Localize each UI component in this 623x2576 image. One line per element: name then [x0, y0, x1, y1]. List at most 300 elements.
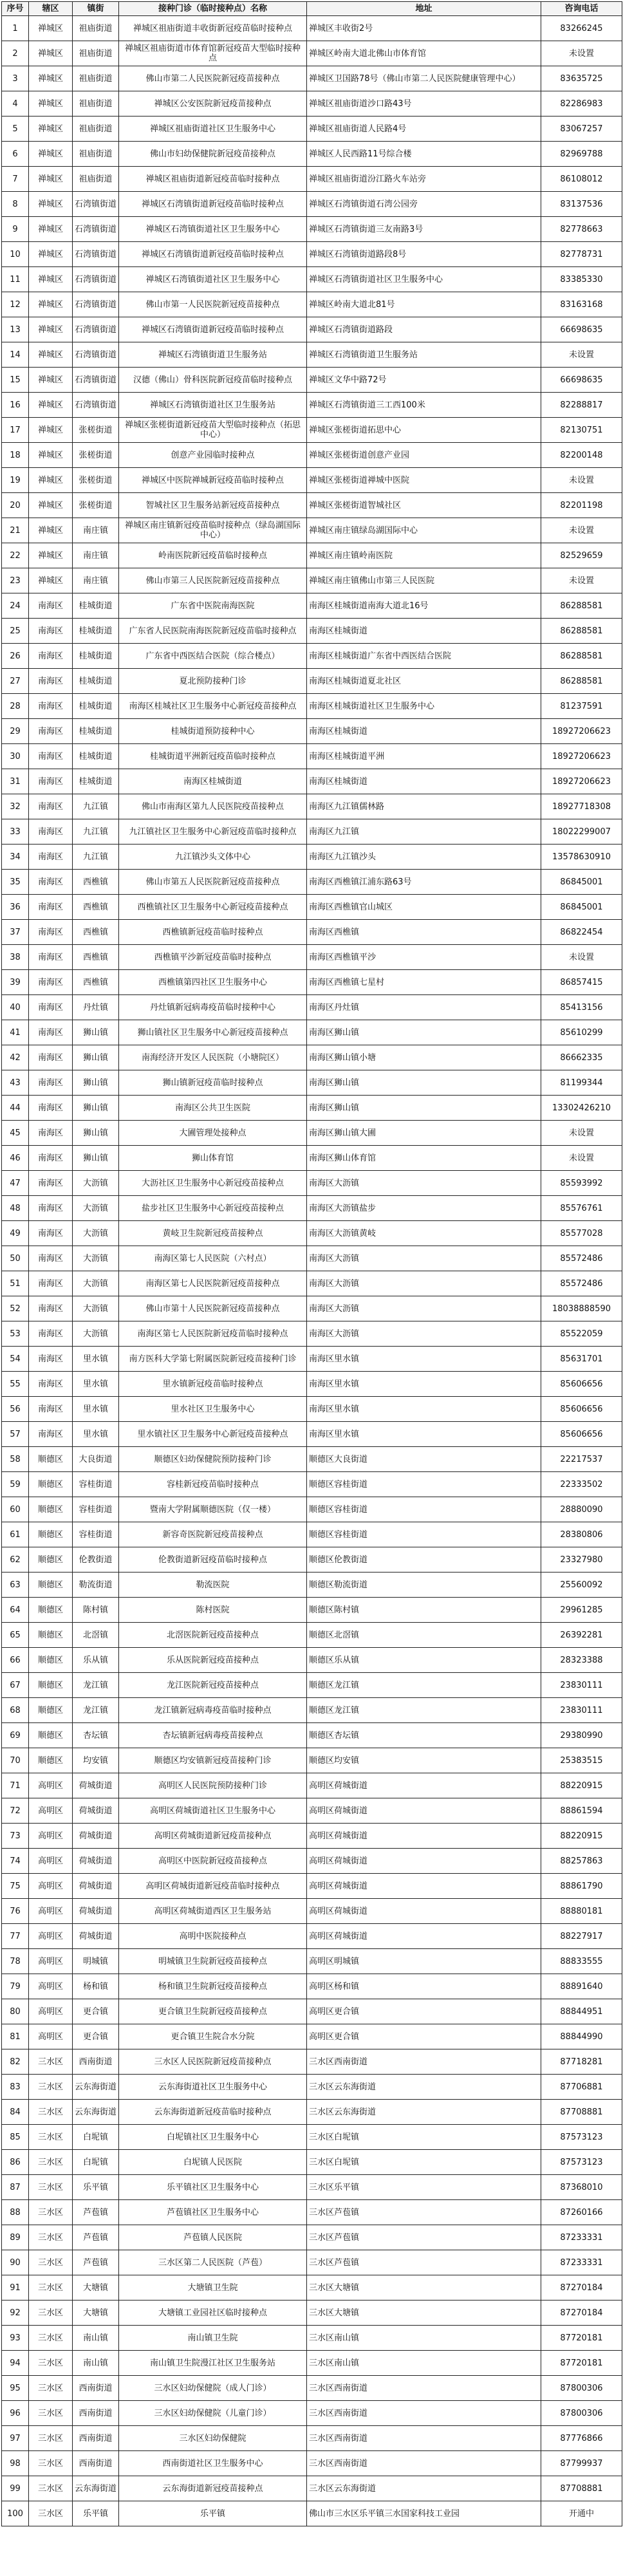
table-row [2, 292, 622, 317]
cell-district: 南海区 [29, 1221, 73, 1246]
vaccination-sites-table [1, 1, 622, 2526]
table-row [2, 2125, 622, 2150]
cell-address: 南海区大沥镇盐步 [307, 1196, 541, 1221]
cell-street: 狮山镇 [73, 1146, 119, 1171]
table-row [2, 2049, 622, 2075]
cell-address: 三水区云东海街道 [307, 2100, 541, 2125]
cell-address: 禅城区南庄镇佛山市第三人民医院 [307, 568, 541, 593]
table-row [2, 669, 622, 694]
cell-address: 顺德区乐从镇 [307, 1648, 541, 1673]
cell-district: 南海区 [29, 669, 73, 694]
table-header [2, 2, 622, 16]
cell-no: 67 [2, 1673, 29, 1698]
cell-street: 明城镇 [73, 1949, 119, 1974]
cell-street: 大塘镇 [73, 2275, 119, 2301]
cell-street: 西南街道 [73, 2049, 119, 2075]
cell-district: 禅城区 [29, 317, 73, 342]
cell-district: 高明区 [29, 2024, 73, 2049]
cell-phone: 87720181 [541, 2326, 622, 2351]
cell-phone: 87708881 [541, 2476, 622, 2501]
cell-street: 荷城街道 [73, 1798, 119, 1824]
cell-address: 高明区荷城街道 [307, 1874, 541, 1899]
cell-phone: 未设置 [541, 1121, 622, 1146]
cell-street: 荷城街道 [73, 1899, 119, 1924]
cell-street: 九江镇 [73, 794, 119, 819]
cell-district: 高明区 [29, 1924, 73, 1949]
cell-street: 桂城街道 [73, 644, 119, 669]
cell-phone: 87573123 [541, 2150, 622, 2175]
cell-site-name: 禅城区中医院禅城新冠疫苗临时接种点 [119, 468, 307, 493]
cell-district: 顺德区 [29, 1522, 73, 1547]
cell-no: 41 [2, 1020, 29, 1045]
cell-site-name: 勒流医院 [119, 1573, 307, 1598]
cell-street: 白坭镇 [73, 2150, 119, 2175]
cell-site-name: 夏北预防接种门诊 [119, 669, 307, 694]
cell-address: 顺德区均安镇 [307, 1748, 541, 1773]
cell-no: 87 [2, 2175, 29, 2200]
cell-street: 大沥镇 [73, 1171, 119, 1196]
cell-no: 22 [2, 543, 29, 568]
cell-phone: 13578630910 [541, 845, 622, 870]
cell-street: 乐从镇 [73, 1648, 119, 1673]
cell-address: 禅城区石湾镇街道石湾公园旁 [307, 192, 541, 217]
cell-no: 21 [2, 518, 29, 543]
cell-street: 张槎街道 [73, 468, 119, 493]
table-row [2, 1924, 622, 1949]
cell-site-name: 明城镇卫生院新冠疫苗接种点 [119, 1949, 307, 1974]
cell-phone: 未设置 [541, 945, 622, 970]
table-row [2, 945, 622, 970]
cell-address: 南海区里水镇 [307, 1397, 541, 1422]
cell-site-name: 广东省人民医院南海医院新冠疫苗临时接种点 [119, 619, 307, 644]
table-row [2, 518, 622, 543]
cell-district: 南海区 [29, 870, 73, 895]
cell-phone: 88844990 [541, 2024, 622, 2049]
table-row [2, 1020, 622, 1045]
cell-phone: 82778663 [541, 217, 622, 242]
table-row [2, 970, 622, 995]
cell-address: 顺德区勒流街道 [307, 1573, 541, 1598]
table-row [2, 694, 622, 719]
cell-phone: 未设置 [541, 1146, 622, 1171]
cell-district: 禅城区 [29, 368, 73, 393]
cell-no: 42 [2, 1045, 29, 1070]
cell-district: 禅城区 [29, 142, 73, 167]
table-row [2, 418, 622, 443]
cell-site-name: 乐从医院新冠疫苗接种点 [119, 1648, 307, 1673]
cell-phone: 85606656 [541, 1372, 622, 1397]
cell-address: 南海区桂城街道广东省中西医结合医院 [307, 644, 541, 669]
cell-street: 九江镇 [73, 845, 119, 870]
cell-no: 11 [2, 267, 29, 292]
cell-phone: 82529659 [541, 543, 622, 568]
cell-district: 三水区 [29, 2451, 73, 2476]
cell-phone: 87776866 [541, 2426, 622, 2451]
table-row [2, 1497, 622, 1522]
cell-no: 7 [2, 167, 29, 192]
cell-street: 桂城街道 [73, 719, 119, 744]
cell-address: 南海区狮山镇 [307, 1096, 541, 1121]
cell-district: 禅城区 [29, 468, 73, 493]
cell-site-name: 伦教街道新冠疫苗临时接种点 [119, 1547, 307, 1573]
table-row [2, 167, 622, 192]
cell-street: 陈村镇 [73, 1598, 119, 1623]
cell-site-name: 禅城区石湾镇街道社区卫生服务站 [119, 393, 307, 418]
table-row [2, 2075, 622, 2100]
cell-district: 高明区 [29, 1899, 73, 1924]
table-row [2, 2024, 622, 2049]
header-site-name: 接种门诊（临时接种点）名称 [119, 2, 307, 16]
cell-street: 荷城街道 [73, 1849, 119, 1874]
cell-street: 狮山镇 [73, 1020, 119, 1045]
cell-street: 大沥镇 [73, 1321, 119, 1347]
cell-district: 三水区 [29, 2075, 73, 2100]
cell-phone: 85572486 [541, 1246, 622, 1271]
cell-district: 南海区 [29, 845, 73, 870]
cell-site-name: 盐步社区卫生服务中心新冠疫苗接种点 [119, 1196, 307, 1221]
table-row [2, 2326, 622, 2351]
cell-site-name: 云东海街道新冠疫苗临时接种点 [119, 2100, 307, 2125]
cell-no: 100 [2, 2501, 29, 2526]
cell-phone: 82201198 [541, 493, 622, 518]
cell-phone: 26392281 [541, 1623, 622, 1648]
cell-phone: 86288581 [541, 593, 622, 619]
cell-address: 南海区桂城街道夏北社区 [307, 669, 541, 694]
table-row [2, 1648, 622, 1673]
cell-district: 三水区 [29, 2476, 73, 2501]
cell-address: 禅城区张槎街道智城社区 [307, 493, 541, 518]
table-row [2, 744, 622, 769]
cell-address: 顺德区伦教街道 [307, 1547, 541, 1573]
cell-site-name: 狮山镇社区卫生服务中心新冠疫苗接种点 [119, 1020, 307, 1045]
cell-phone: 82969788 [541, 142, 622, 167]
cell-street: 石湾镇街道 [73, 292, 119, 317]
cell-street: 大沥镇 [73, 1246, 119, 1271]
cell-site-name: 汉德（佛山）骨科医院新冠疫苗临时接种点 [119, 368, 307, 393]
cell-street: 桂城街道 [73, 669, 119, 694]
cell-street: 云东海街道 [73, 2100, 119, 2125]
cell-address: 三水区芦苞镇 [307, 2225, 541, 2250]
table-row [2, 267, 622, 292]
table-row [2, 2100, 622, 2125]
cell-site-name: 西樵镇第四社区卫生服务中心 [119, 970, 307, 995]
table-row [2, 794, 622, 819]
cell-phone: 85577028 [541, 1221, 622, 1246]
cell-phone: 81199344 [541, 1070, 622, 1096]
cell-no: 12 [2, 292, 29, 317]
cell-site-name: 云东海街道新冠疫苗接种点 [119, 2476, 307, 2501]
cell-district: 禅城区 [29, 493, 73, 518]
cell-address: 禅城区石湾镇街道卫生服务站 [307, 342, 541, 368]
cell-district: 南海区 [29, 593, 73, 619]
cell-phone: 未设置 [541, 41, 622, 66]
table-row [2, 895, 622, 920]
cell-street: 石湾镇街道 [73, 192, 119, 217]
cell-address: 顺德区大良街道 [307, 1447, 541, 1472]
cell-phone: 85522059 [541, 1321, 622, 1347]
cell-district: 南海区 [29, 995, 73, 1020]
cell-address: 南海区狮山镇 [307, 1070, 541, 1096]
cell-no: 94 [2, 2351, 29, 2376]
cell-street: 祖庙街道 [73, 16, 119, 41]
cell-phone: 83266245 [541, 16, 622, 41]
cell-no: 91 [2, 2275, 29, 2301]
cell-street: 里水镇 [73, 1397, 119, 1422]
cell-district: 三水区 [29, 2301, 73, 2326]
cell-phone: 未设置 [541, 468, 622, 493]
table-row [2, 1146, 622, 1171]
cell-site-name: 云东海街道社区卫生服务中心 [119, 2075, 307, 2100]
cell-street: 桂城街道 [73, 769, 119, 794]
cell-address: 三水区南山镇 [307, 2326, 541, 2351]
cell-street: 张槎街道 [73, 443, 119, 468]
cell-no: 75 [2, 1874, 29, 1899]
cell-site-name: 西南街道社区卫生服务中心 [119, 2451, 307, 2476]
cell-no: 2 [2, 41, 29, 66]
cell-street: 里水镇 [73, 1372, 119, 1397]
cell-district: 高明区 [29, 1773, 73, 1798]
cell-district: 南海区 [29, 619, 73, 644]
cell-district: 三水区 [29, 2250, 73, 2275]
cell-address: 顺德区杏坛镇 [307, 1723, 541, 1748]
cell-address: 南海区大沥镇 [307, 1321, 541, 1347]
cell-phone: 85413156 [541, 995, 622, 1020]
table-row [2, 1246, 622, 1271]
table-row [2, 1321, 622, 1347]
cell-phone: 29961285 [541, 1598, 622, 1623]
cell-district: 三水区 [29, 2426, 73, 2451]
cell-address: 高明区明城镇 [307, 1949, 541, 1974]
table-row [2, 1045, 622, 1070]
cell-address: 南海区里水镇 [307, 1347, 541, 1372]
cell-phone: 82286983 [541, 91, 622, 117]
cell-district: 三水区 [29, 2376, 73, 2401]
cell-phone: 87800306 [541, 2376, 622, 2401]
cell-no: 36 [2, 895, 29, 920]
table-row [2, 192, 622, 217]
cell-no: 37 [2, 920, 29, 945]
cell-site-name: 南海经济开发区人民医院（小塘院区） [119, 1045, 307, 1070]
cell-site-name: 白坭镇社区卫生服务中心 [119, 2125, 307, 2150]
cell-address: 三水区大塘镇 [307, 2301, 541, 2326]
cell-phone: 85606656 [541, 1397, 622, 1422]
cell-no: 1 [2, 16, 29, 41]
table-row [2, 142, 622, 167]
table-row [2, 2401, 622, 2426]
table-row [2, 242, 622, 267]
cell-district: 禅城区 [29, 217, 73, 242]
cell-district: 顺德区 [29, 1673, 73, 1698]
cell-site-name: 高明区荷城街道新冠疫苗接种点 [119, 1824, 307, 1849]
cell-address: 南海区九江镇 [307, 819, 541, 845]
cell-site-name: 里水社区卫生服务中心 [119, 1397, 307, 1422]
cell-no: 43 [2, 1070, 29, 1096]
cell-street: 芦苞镇 [73, 2250, 119, 2275]
cell-district: 三水区 [29, 2150, 73, 2175]
cell-street: 祖庙街道 [73, 142, 119, 167]
cell-district: 禅城区 [29, 393, 73, 418]
cell-address: 三水区芦苞镇 [307, 2200, 541, 2225]
cell-no: 31 [2, 769, 29, 794]
cell-district: 南海区 [29, 1347, 73, 1372]
cell-address: 禅城区岭南大道北81号 [307, 292, 541, 317]
cell-phone: 85572486 [541, 1271, 622, 1296]
cell-site-name: 芦苞镇人民医院 [119, 2225, 307, 2250]
cell-no: 64 [2, 1598, 29, 1623]
cell-phone: 18927718308 [541, 794, 622, 819]
cell-no: 34 [2, 845, 29, 870]
cell-phone: 87233331 [541, 2225, 622, 2250]
cell-street: 大沥镇 [73, 1221, 119, 1246]
table-row [2, 1999, 622, 2024]
cell-no: 8 [2, 192, 29, 217]
cell-site-name: 黄岐卫生院新冠疫苗接种点 [119, 1221, 307, 1246]
cell-address: 禅城区祖庙街道沙口路43号 [307, 91, 541, 117]
cell-no: 70 [2, 1748, 29, 1773]
cell-site-name: 龙江镇新冠病毒疫苗临时接种点 [119, 1698, 307, 1723]
cell-address: 三水区白坭镇 [307, 2150, 541, 2175]
cell-no: 23 [2, 568, 29, 593]
cell-phone: 88833555 [541, 1949, 622, 1974]
cell-phone: 85631701 [541, 1347, 622, 1372]
cell-site-name: 高明区荷城街道社区卫生服务中心 [119, 1798, 307, 1824]
cell-phone: 87718281 [541, 2049, 622, 2075]
cell-street: 均安镇 [73, 1748, 119, 1773]
cell-no: 62 [2, 1547, 29, 1573]
table-row [2, 769, 622, 794]
cell-district: 南海区 [29, 1121, 73, 1146]
cell-street: 白坭镇 [73, 2125, 119, 2150]
table-row [2, 543, 622, 568]
cell-site-name: 佛山市第五人民医院新冠疫苗接种点 [119, 870, 307, 895]
cell-district: 三水区 [29, 2100, 73, 2125]
cell-no: 48 [2, 1196, 29, 1221]
cell-site-name: 顺德区均安镇新冠疫苗接种门诊 [119, 1748, 307, 1773]
cell-site-name: 更合镇卫生院合水分院 [119, 2024, 307, 2049]
cell-phone: 86822454 [541, 920, 622, 945]
cell-district: 顺德区 [29, 1748, 73, 1773]
cell-street: 祖庙街道 [73, 41, 119, 66]
cell-district: 南海区 [29, 1196, 73, 1221]
cell-address: 三水区云东海街道 [307, 2075, 541, 2100]
cell-address: 禅城区岭南大道北佛山市体育馆 [307, 41, 541, 66]
cell-street: 大沥镇 [73, 1196, 119, 1221]
cell-phone: 83635725 [541, 66, 622, 91]
cell-site-name: 佛山市妇幼保健院新冠疫苗接种点 [119, 142, 307, 167]
cell-address: 南海区丹灶镇 [307, 995, 541, 1020]
cell-site-name: 禅城区祖庙街道市体育馆新冠疫苗大型临时接种点 [119, 41, 307, 66]
cell-street: 石湾镇街道 [73, 217, 119, 242]
cell-site-name: 南海区公共卫生医院 [119, 1096, 307, 1121]
cell-street: 大沥镇 [73, 1271, 119, 1296]
cell-site-name: 南山镇卫生院 [119, 2326, 307, 2351]
cell-no: 59 [2, 1472, 29, 1497]
cell-phone: 开通中 [541, 2501, 622, 2526]
cell-phone: 25383515 [541, 1748, 622, 1773]
cell-address: 南海区狮山体育馆 [307, 1146, 541, 1171]
cell-no: 99 [2, 2476, 29, 2501]
table-row [2, 1723, 622, 1748]
cell-address: 高明区荷城街道 [307, 1773, 541, 1798]
cell-no: 20 [2, 493, 29, 518]
cell-site-name: 高明区荷城街道新冠疫苗临时接种点 [119, 1874, 307, 1899]
cell-no: 47 [2, 1171, 29, 1196]
header-district: 辖区 [29, 2, 73, 16]
cell-phone: 87706881 [541, 2075, 622, 2100]
table-row [2, 1598, 622, 1623]
cell-site-name: 高明中医院接种点 [119, 1924, 307, 1949]
cell-no: 54 [2, 1347, 29, 1372]
cell-district: 三水区 [29, 2125, 73, 2150]
cell-address: 南海区桂城街道 [307, 769, 541, 794]
cell-address: 禅城区文华中路72号 [307, 368, 541, 393]
cell-site-name: 南海区桂城街道 [119, 769, 307, 794]
table-row [2, 1070, 622, 1096]
cell-phone: 88891640 [541, 1974, 622, 1999]
cell-district: 高明区 [29, 1949, 73, 1974]
cell-no: 39 [2, 970, 29, 995]
cell-address: 三水区乐平镇 [307, 2175, 541, 2200]
cell-phone: 28880090 [541, 1497, 622, 1522]
cell-no: 61 [2, 1522, 29, 1547]
table-row [2, 2476, 622, 2501]
cell-street: 南山镇 [73, 2351, 119, 2376]
cell-district: 禅城区 [29, 292, 73, 317]
cell-address: 南海区九江镇沙头 [307, 845, 541, 870]
cell-phone: 88257863 [541, 1849, 622, 1874]
cell-phone: 85610299 [541, 1020, 622, 1045]
cell-no: 40 [2, 995, 29, 1020]
cell-no: 15 [2, 368, 29, 393]
cell-phone: 29380990 [541, 1723, 622, 1748]
cell-site-name: 三水区妇幼保健院 [119, 2426, 307, 2451]
table-row [2, 1798, 622, 1824]
cell-phone: 87368010 [541, 2175, 622, 2200]
cell-address: 南海区狮山镇大圃 [307, 1121, 541, 1146]
cell-street: 桂城街道 [73, 744, 119, 769]
cell-no: 92 [2, 2301, 29, 2326]
cell-street: 西樵镇 [73, 895, 119, 920]
cell-phone: 66698635 [541, 317, 622, 342]
cell-no: 18 [2, 443, 29, 468]
cell-address: 南海区西樵镇江浦东路63号 [307, 870, 541, 895]
cell-site-name: 更合镇卫生院新冠疫苗接种点 [119, 1999, 307, 2024]
cell-district: 三水区 [29, 2501, 73, 2526]
cell-no: 26 [2, 644, 29, 669]
cell-address: 禅城区张槎街道禅城中医院 [307, 468, 541, 493]
cell-street: 更合镇 [73, 2024, 119, 2049]
cell-address: 禅城区祖庙街道人民路4号 [307, 117, 541, 142]
cell-no: 98 [2, 2451, 29, 2476]
cell-no: 82 [2, 2049, 29, 2075]
table-row [2, 2225, 622, 2250]
cell-site-name: 白坭镇人民医院 [119, 2150, 307, 2175]
cell-address: 南海区桂城街道南海大道北16号 [307, 593, 541, 619]
cell-no: 66 [2, 1648, 29, 1673]
cell-street: 祖庙街道 [73, 117, 119, 142]
cell-district: 南海区 [29, 1397, 73, 1422]
cell-address: 南海区大沥镇黄岐 [307, 1221, 541, 1246]
cell-street: 西南街道 [73, 2451, 119, 2476]
cell-site-name: 龙江医院新冠疫苗接种点 [119, 1673, 307, 1698]
cell-street: 荷城街道 [73, 1924, 119, 1949]
cell-phone: 23830111 [541, 1673, 622, 1698]
cell-address: 禅城区石湾镇街道三友南路3号 [307, 217, 541, 242]
cell-district: 禅城区 [29, 242, 73, 267]
cell-street: 石湾镇街道 [73, 317, 119, 342]
table-row [2, 1372, 622, 1397]
cell-district: 顺德区 [29, 1497, 73, 1522]
